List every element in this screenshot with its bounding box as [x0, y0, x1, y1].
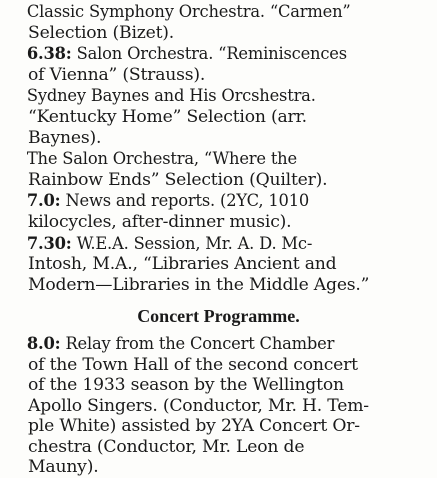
programme-time: 8.0: — [26, 333, 61, 354]
programme-time: 6.38: — [26, 44, 72, 65]
text-line: ple White) assisted by 2YA Concert Or- — [28, 416, 360, 437]
programme-time: 7.0: — [26, 191, 61, 212]
programme-item — [6, 191, 431, 232]
programme-item — [6, 234, 431, 296]
text-line: Baynes). — [28, 127, 102, 148]
text-line: Selection (Bizet). — [28, 22, 175, 43]
text-line: Mauny). — [28, 457, 99, 478]
section-heading: Concert Programme. — [137, 306, 300, 327]
concert-item — [6, 334, 431, 478]
text-line: Modern—Libraries in the Middle Ages.” — [28, 274, 370, 295]
text-line: of Vienna” (Strauss). — [28, 64, 206, 85]
text-line-content: W.E.A. Session, Mr. A. D. Mc- — [71, 233, 313, 254]
text-line — [6, 2, 409, 23]
text-line: Intosh, M.A., “Libraries Ancient and — [28, 254, 337, 275]
programme-item — [6, 86, 431, 148]
text-line: of the 1933 season by the Wellington — [28, 375, 344, 396]
text-line — [6, 334, 409, 355]
programme-item — [6, 2, 431, 43]
text-line-content: News and reports. (2YC, 1010 — [60, 191, 310, 212]
text-line: “Kentucky Home” Selection (arr. — [28, 106, 307, 127]
text-line: Rainbow Ends” Selection (Quilter). — [28, 169, 328, 190]
text-line — [6, 44, 409, 65]
text-line: The Salon Orchestra, “Where the — [26, 149, 297, 170]
text-line-content: Salon Orchestra. “Reminiscences — [71, 44, 347, 65]
programme-time: 7.30: — [26, 233, 72, 254]
text-line: Sydney Baynes and His Orcshestra. — [26, 86, 316, 107]
text-line — [6, 191, 409, 212]
text-line: chestra (Conductor, Mr. Leon de — [28, 436, 305, 457]
programme-item — [6, 149, 431, 190]
text-line-content: Relay from the Concert Chamber — [60, 333, 335, 354]
text-line: of the Town Hall of the second concert — [28, 354, 358, 375]
text-line: Apollo Singers. (Conductor, Mr. H. Tem- — [28, 395, 369, 416]
text-line-content: Classic Symphony Orchestra. “Carmen” — [26, 2, 351, 22]
text-line — [6, 234, 409, 255]
text-line: kilocycles, after-dinner music). — [28, 211, 292, 232]
programme-item — [6, 44, 431, 85]
